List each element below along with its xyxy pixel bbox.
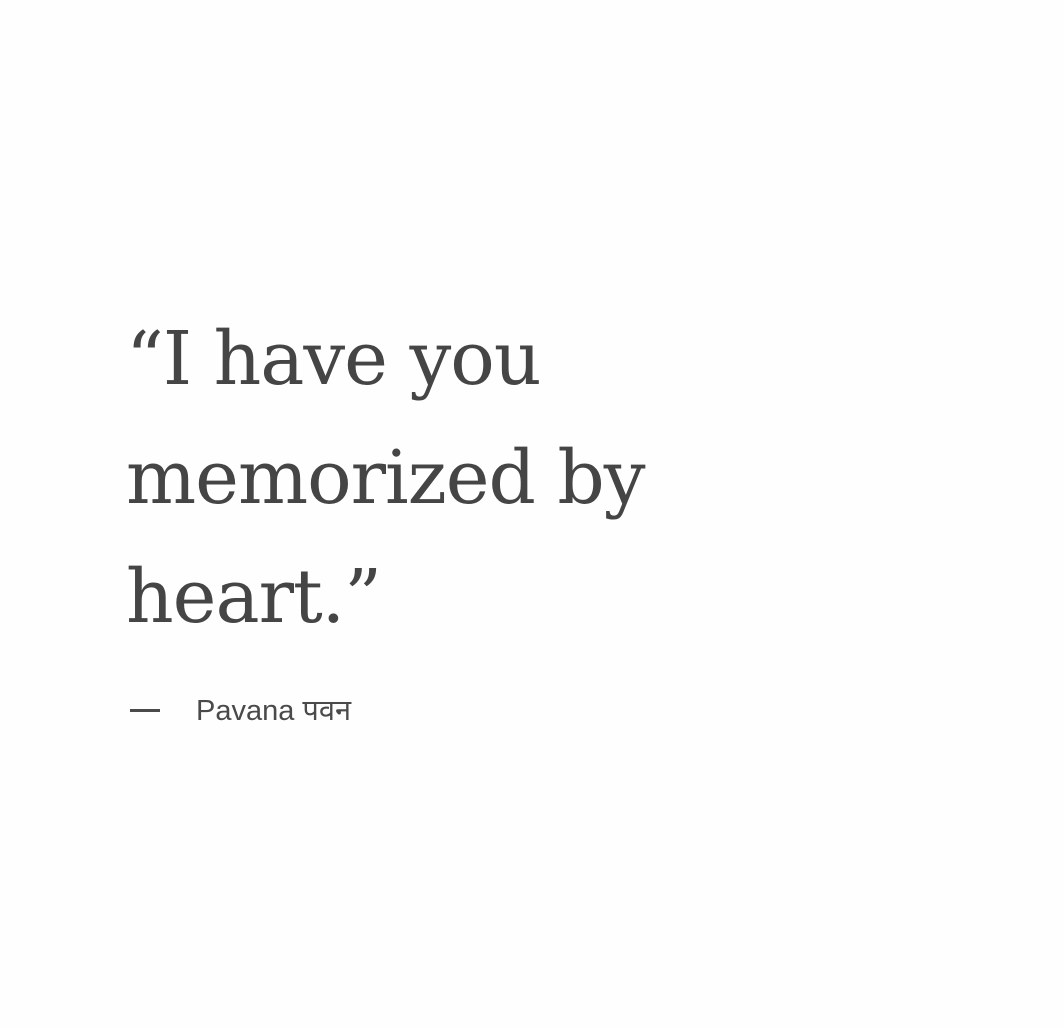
- attribution: [130, 690, 351, 729]
- quote-line: memorized by: [126, 435, 645, 521]
- attribution-dash: [130, 709, 160, 712]
- quote-text: [126, 300, 645, 657]
- quote-line: “I have you: [126, 316, 541, 402]
- quote-line: heart.”: [126, 554, 382, 640]
- author-name: Pavana पवन: [196, 695, 352, 727]
